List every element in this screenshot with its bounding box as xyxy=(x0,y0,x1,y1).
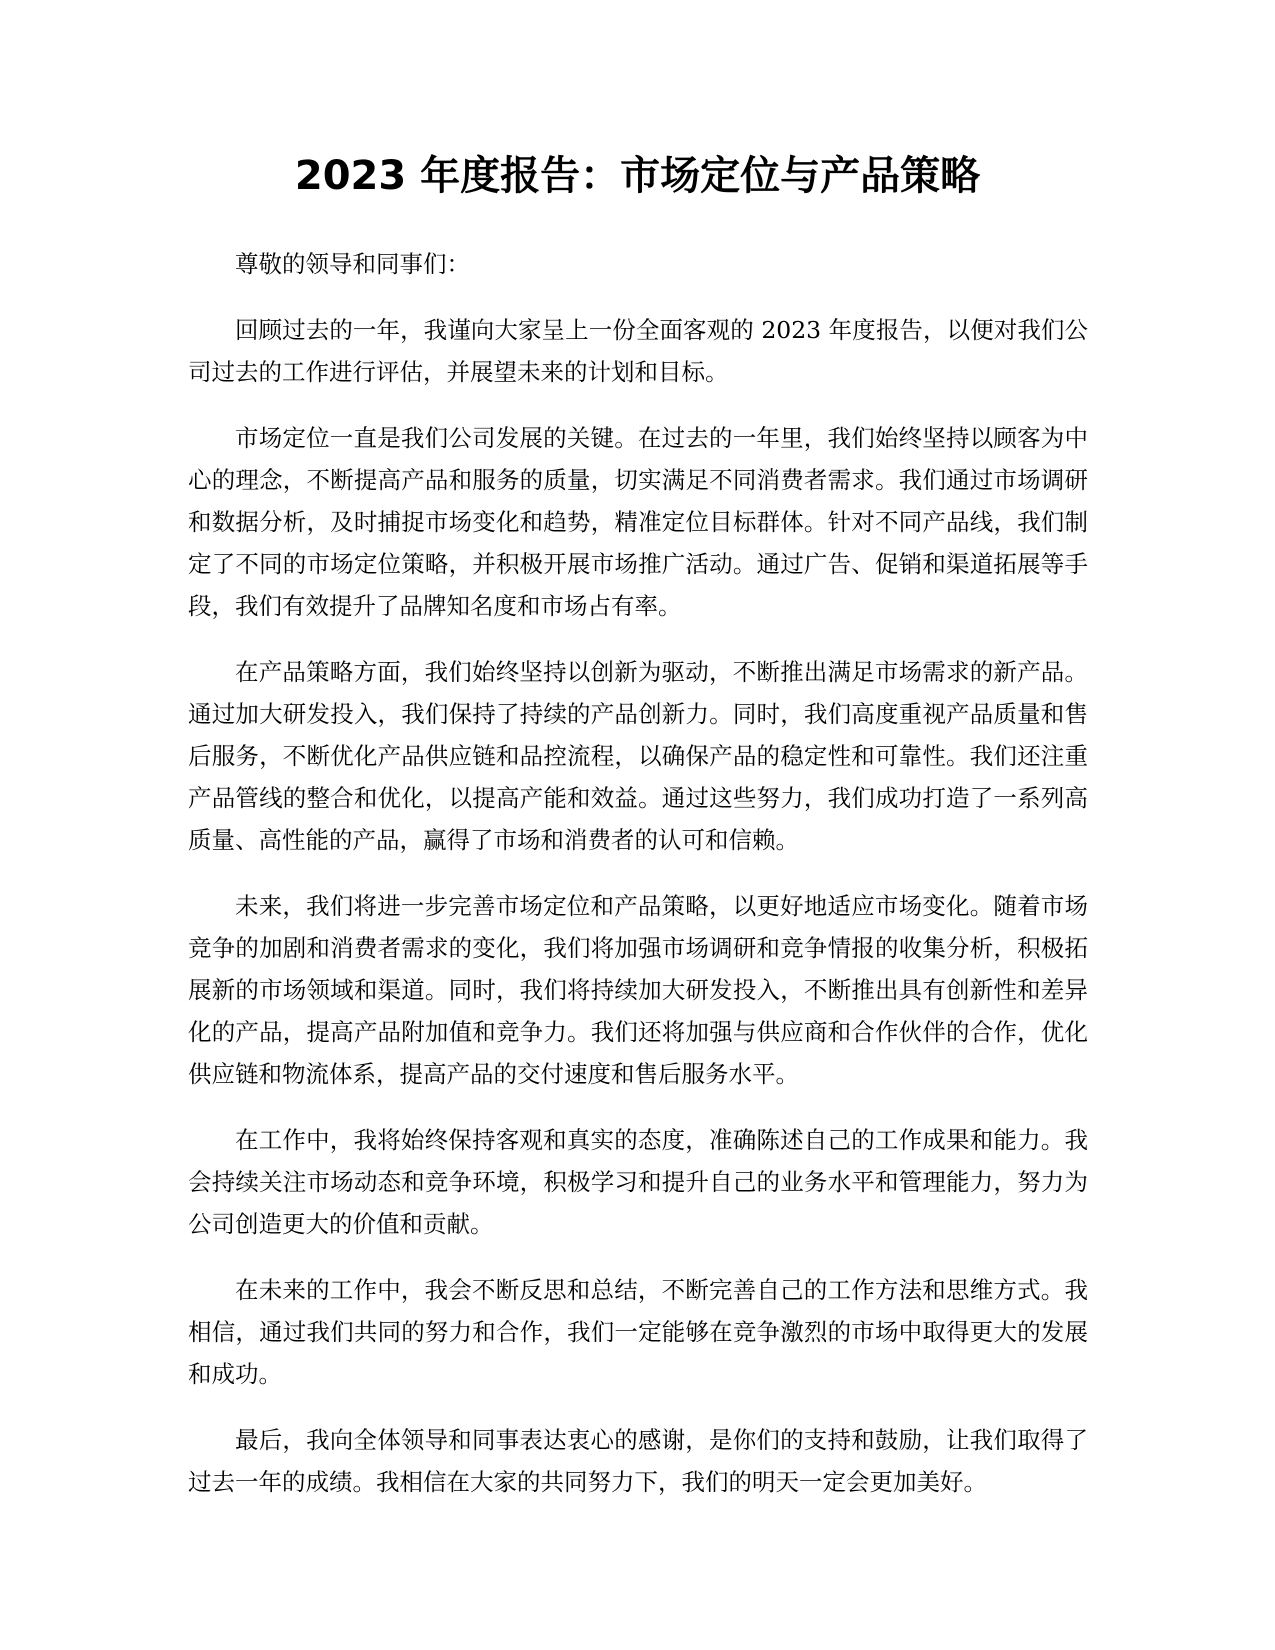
document-body xyxy=(188,243,1088,1527)
paragraph-future-plans: 未来，我们将进一步完善市场定位和产品策略，以更好地适应市场变化。随着市场竞争的加剧和消费者需求的变化，我们将加强市场调研和竞争情报的收集分析，积极拓展新的市场领域和渠道。同时，我们将持续加大研发投入，不断推出具有创新性和差异化的产品，提高产品附加值和竞争力。我们还将加强与供应商和合作伙伴的合作，优化供应链和物流体系，提高产品的交付速度和售后服务水平。 xyxy=(188,892,1088,1088)
paragraph-product-strategy: 在产品策略方面，我们始终坚持以创新为驱动，不断推出满足市场需求的新产品。通过加大研发投入，我们保持了持续的产品创新力。同时，我们高度重视产品质量和售后服务，不断优化产品供应链和品控流程，以确保产品的稳定性和可靠性。我们还注重产品管线的整合和优化，以提高产能和效益。通过这些努力，我们成功打造了一系列高质量、高性能的产品，赢得了市场和消费者的认可和信赖。 xyxy=(188,658,1088,854)
document-title: 2023 年度报告：市场定位与产品策略 xyxy=(294,153,981,199)
paragraph-reflection: 在未来的工作中，我会不断反思和总结，不断完善自己的工作方法和思维方式。我相信，通过我们共同的努力和合作，我们一定能够在竞争激烈的市场中取得更大的发展和成功。 xyxy=(188,1276,1088,1388)
paragraph-salutation: 尊敬的领导和同事们： xyxy=(235,250,470,278)
paragraph-closing: 最后，我向全体领导和同事表达衷心的感谢，是你们的支持和鼓励，让我们取得了过去一年的成绩。我相信在大家的共同努力下，我们的明天一定会更加美好。 xyxy=(188,1426,1088,1496)
paragraph-market-positioning: 市场定位一直是我们公司发展的关键。在过去的一年里，我们始终坚持以顾客为中心的理念，不断提高产品和服务的质量，切实满足不同消费者需求。我们通过市场调研和数据分析，及时捕捉市场变化和趋势，精准定位目标群体。针对不同产品线，我们制定了不同的市场定位策略，并积极开展市场推广活动。通过广告、促销和渠道拓展等手段，我们有效提升了品牌知名度和市场占有率。 xyxy=(188,424,1088,620)
paragraph-work-attitude: 在工作中，我将始终保持客观和真实的态度，准确陈述自己的工作成果和能力。我会持续关注市场动态和竞争环境，积极学习和提升自己的业务水平和管理能力，努力为公司创造更大的价值和贡献。 xyxy=(188,1126,1088,1238)
paragraph-intro: 回顾过去的一年，我谨向大家呈上一份全面客观的 2023 年度报告，以便对我们公司过去的工作进行评估，并展望未来的计划和目标。 xyxy=(188,316,1088,386)
